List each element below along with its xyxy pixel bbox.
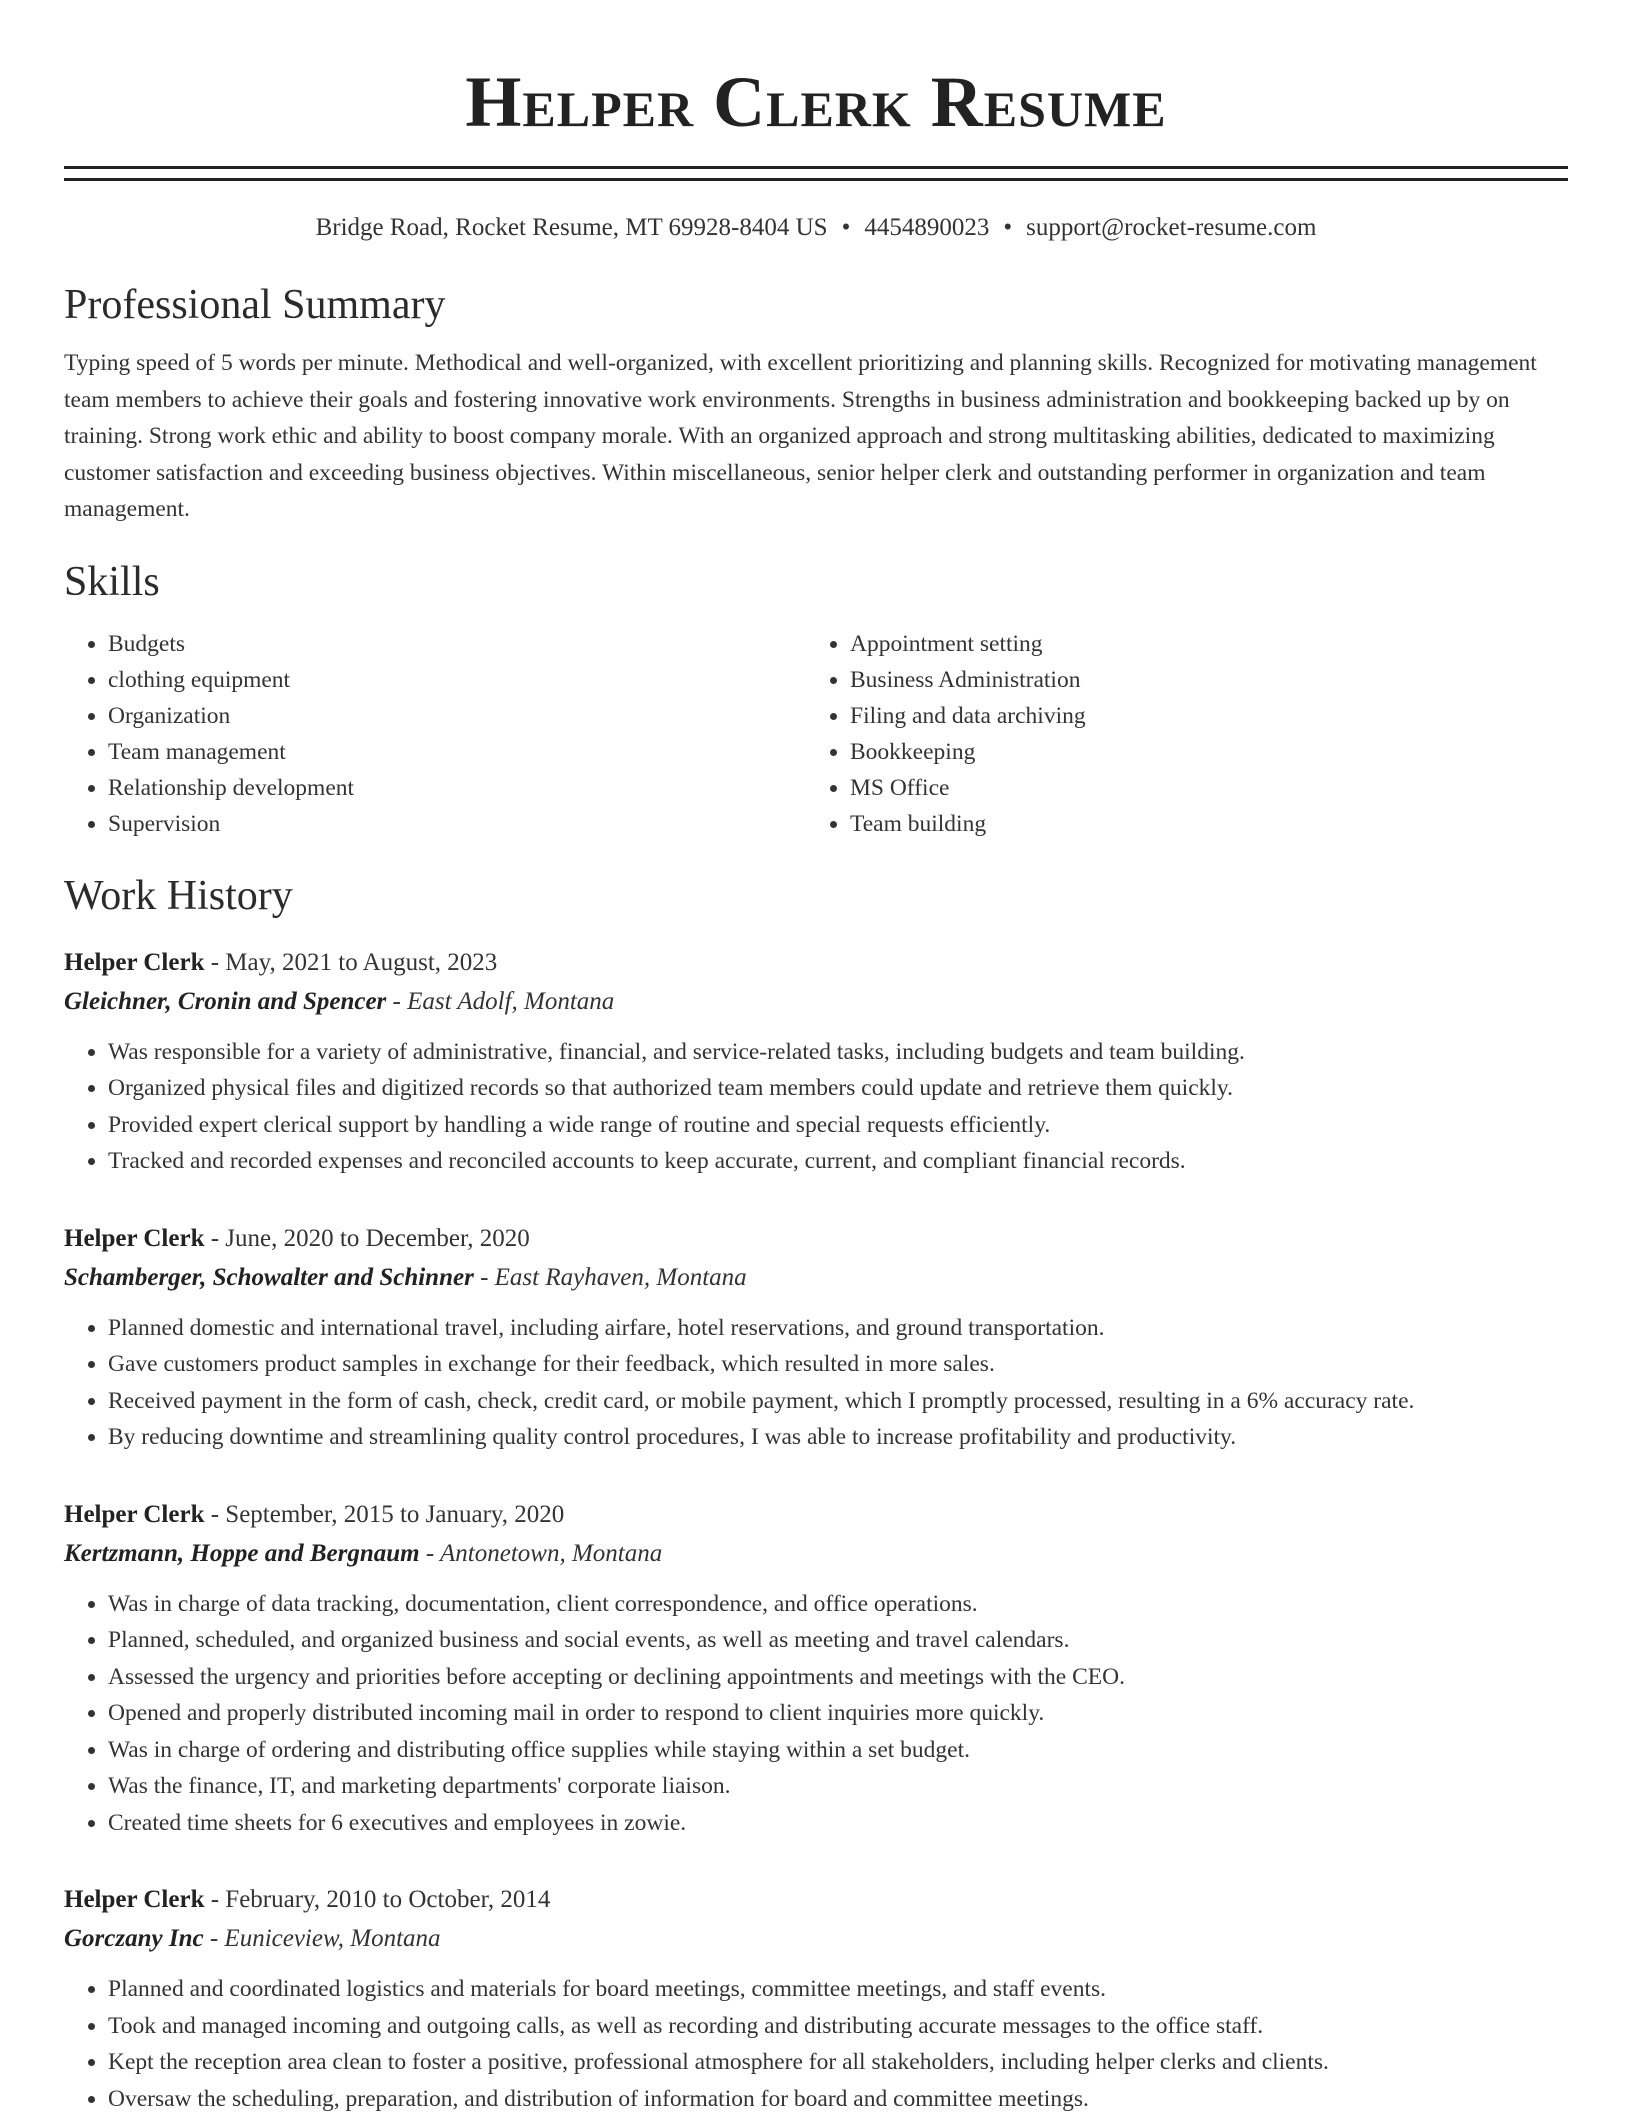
job-bullet: • Oversaw the scheduling, preparation, and distribution of information for board and committee meetings. (108, 2081, 1568, 2117)
skills-list-right (806, 626, 1548, 842)
job-dates: - September, 2015 to January, 2020 (204, 1501, 564, 1528)
company-line (64, 1534, 1568, 1574)
contact-email: support@rocket-resume.com (1026, 214, 1316, 241)
job-bullet: • Assessed the urgency and priorities before accepting or declining appointments and meetings with the CEO. (108, 1659, 1568, 1696)
company-line (64, 1258, 1568, 1298)
skills-columns (64, 626, 1568, 842)
job-dates: - May, 2021 to August, 2023 (204, 949, 497, 976)
job-bullet: • Kept the reception area clean to foster a positive, professional atmosphere for all stakeholders, including helper clerks and clients. (108, 2044, 1568, 2081)
job-bullet: • By reducing downtime and streamlining quality control procedures, I was able to increase profitability and productivity. (108, 1419, 1568, 1456)
skill-item: • Supervision (108, 806, 806, 842)
job-bullet: • Planned, scheduled, and organized business and social events, as well as meeting and travel calendars. (108, 1622, 1568, 1659)
job-title-line (64, 1496, 1568, 1534)
job-title-line (64, 944, 1568, 982)
skill-item: • Bookkeeping (850, 734, 1548, 770)
skill-item: • Business Administration (850, 662, 1548, 698)
job-title-line (64, 1881, 1568, 1919)
job-bullet: • Was responsible for a variety of administrative, financial, and service-related tasks, including budgets and team building. (108, 1034, 1568, 1071)
job-bullets (64, 1034, 1568, 1180)
job-title: Helper Clerk (64, 949, 204, 976)
job-title: Helper Clerk (64, 1501, 204, 1528)
job-title-line (64, 1220, 1568, 1258)
company-line (64, 982, 1568, 1022)
company-name: Gleichner, Cronin and Spencer (64, 988, 386, 1015)
job-bullets (64, 1586, 1568, 1842)
company-line (64, 1919, 1568, 1959)
contact-separator: • (842, 211, 851, 245)
job-bullet: • Created time sheets for 6 executives and employees in zowie. (108, 1805, 1568, 1842)
company-location: - Euniceview, Montana (204, 1925, 441, 1952)
resume-page (64, 0, 1568, 2117)
skill-item: • Relationship development (108, 770, 806, 806)
work-history-section (64, 870, 1568, 2117)
job-title: Helper Clerk (64, 1886, 204, 1913)
company-location: - East Adolf, Montana (386, 988, 614, 1015)
job-bullet: • Provided expert clerical support by handling a wide range of routine and special requests efficiently. (108, 1107, 1568, 1144)
skills-section (64, 556, 1568, 842)
skill-item: • Organization (108, 698, 806, 734)
job-bullet: • Planned and coordinated logistics and materials for board meetings, committee meetings, and staff events. (108, 1971, 1568, 2008)
job-bullets (64, 1310, 1568, 1456)
job-bullet: • Gave customers product samples in exchange for their feedback, which resulted in more sales. (108, 1346, 1568, 1383)
job-entry (64, 1881, 1568, 2117)
job-bullet: • Was in charge of data tracking, documentation, client correspondence, and office operations. (108, 1586, 1568, 1623)
job-bullet: • Tracked and recorded expenses and reconciled accounts to keep accurate, current, and compliant financial records. (108, 1143, 1568, 1180)
resume-title: Helper Clerk Resume (64, 58, 1568, 146)
job-entry (64, 944, 1568, 1180)
job-bullet: • Received payment in the form of cash, check, credit card, or mobile payment, which I promptly processed, resulting in a 6% accuracy rate. (108, 1383, 1568, 1420)
title-divider (64, 166, 1568, 181)
skill-item: • clothing equipment (108, 662, 806, 698)
contact-line (64, 211, 1568, 245)
company-location: - East Rayhaven, Montana (474, 1264, 747, 1291)
job-bullet: • Opened and properly distributed incoming mail in order to respond to client inquiries more quickly. (108, 1695, 1568, 1732)
skills-list-left (64, 626, 806, 842)
job-bullets (64, 1971, 1568, 2117)
job-bullet: • Took and managed incoming and outgoing calls, as well as recording and distributing accurate messages to the office staff. (108, 2008, 1568, 2045)
skills-heading: Skills (64, 556, 1568, 608)
summary-text: Typing speed of 5 words per minute. Methodical and well-organized, with excellent prioritizing and planning skills. Recognized for motivating management team members to achieve their goals and fostering innovative work environments. Strengths in business administration and bookkeeping backed up by on training. Strong work ethic and ability to boost company morale. With an organized approach and strong multitasking abilities, dedicated to maximizing customer satisfaction and exceeding business objectives. Within miscellaneous, senior helper clerk and outstanding performer in organization and team management. (64, 345, 1568, 528)
job-bullet: • Was in charge of ordering and distributing office supplies while staying within a set budget. (108, 1732, 1568, 1769)
job-entry (64, 1220, 1568, 1456)
work-history-heading: Work History (64, 870, 1568, 922)
company-location: - Antonetown, Montana (420, 1540, 663, 1567)
job-dates: - June, 2020 to December, 2020 (204, 1225, 529, 1252)
skill-item: • Budgets (108, 626, 806, 662)
summary-section (64, 279, 1568, 528)
skill-item: • MS Office (850, 770, 1548, 806)
skill-item: • Appointment setting (850, 626, 1548, 662)
contact-address: Bridge Road, Rocket Resume, MT 69928-8404 US (316, 214, 828, 241)
contact-separator: • (1003, 211, 1012, 245)
company-name: Gorczany Inc (64, 1925, 204, 1952)
company-name: Schamberger, Schowalter and Schinner (64, 1264, 474, 1291)
job-title: Helper Clerk (64, 1225, 204, 1252)
contact-phone: 4454890023 (864, 214, 989, 241)
job-entry (64, 1496, 1568, 1842)
job-dates: - February, 2010 to October, 2014 (204, 1886, 550, 1913)
skill-item: • Team building (850, 806, 1548, 842)
job-bullet: • Planned domestic and international travel, including airfare, hotel reservations, and ground transportation. (108, 1310, 1568, 1347)
job-bullet: • Organized physical files and digitized records so that authorized team members could update and retrieve them quickly. (108, 1070, 1568, 1107)
skill-item: • Team management (108, 734, 806, 770)
summary-heading: Professional Summary (64, 279, 1568, 331)
job-bullet: • Was the finance, IT, and marketing departments' corporate liaison. (108, 1768, 1568, 1805)
skill-item: • Filing and data archiving (850, 698, 1548, 734)
company-name: Kertzmann, Hoppe and Bergnaum (64, 1540, 420, 1567)
